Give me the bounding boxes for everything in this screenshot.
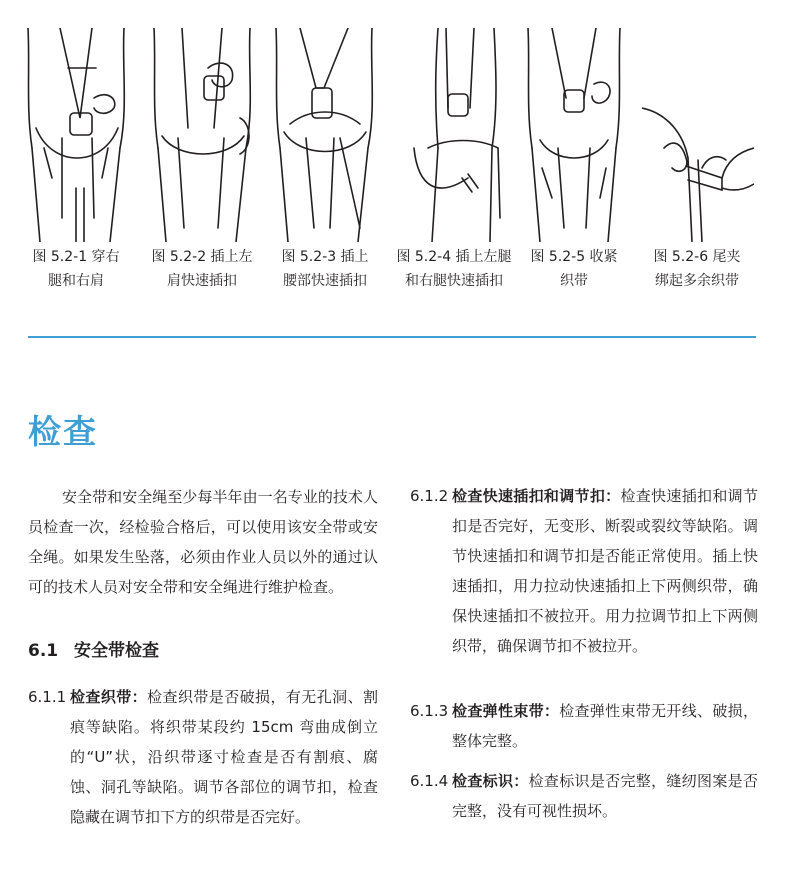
subsection-title: 安全带检查 [74, 641, 159, 661]
check-item [410, 481, 758, 661]
figure-caption [268, 245, 382, 293]
caption-line: 图 5.2-6 尾夹 [653, 249, 741, 265]
caption-line: 和右腿快速插扣 [405, 273, 503, 289]
caption-line: 图 5.2-2 插上左 [151, 249, 253, 265]
harness-figure-icon [270, 28, 378, 242]
caption-line: 图 5.2-4 插上左腿 [396, 249, 512, 265]
figure-caption [638, 245, 756, 293]
caption-line: 图 5.2-1 穿右 [32, 249, 120, 265]
intro-paragraph: 安全带和安全绳至少每半年由一名专业的技术人员检查一次，经检验合格后，可以使用该安全带或安全绳。如果发生坠落，必须由作业人员以外的通过认可的技术人员对安全带和安全绳进行维护检查。 [28, 488, 378, 596]
item-title: 检查标识： [452, 772, 529, 790]
figure-caption [140, 245, 264, 293]
item-number: 6.1.4 [410, 772, 449, 790]
harness-figure-icon [148, 28, 256, 242]
caption-line: 绑起多余织带 [655, 273, 739, 289]
item-text: 检查标识是否完整，缝纫图案是否完整，没有可视性损坏。 [452, 772, 758, 820]
figure-1 [22, 28, 130, 242]
caption-line: 腰部快速插扣 [283, 273, 367, 289]
caption-line: 腿和右肩 [48, 273, 104, 289]
figure-caption [522, 245, 626, 293]
item-number: 6.1.3 [410, 702, 449, 720]
figure-6 [642, 28, 754, 242]
caption-line: 肩快速插扣 [167, 273, 237, 289]
item-number: 6.1.1 [28, 688, 67, 706]
figure-caption [388, 245, 520, 293]
caption-line: 织带 [560, 273, 588, 289]
harness-figure-icon [522, 28, 626, 242]
section-title: 检查 [28, 412, 98, 451]
check-item [28, 682, 378, 832]
figure-2 [148, 28, 256, 242]
figure-3 [270, 28, 378, 242]
section-divider [28, 336, 756, 338]
item-title: 检查快速插扣和调节扣： [452, 487, 621, 505]
caption-line: 图 5.2-5 收紧 [530, 249, 618, 265]
item-title: 检查弹性束带： [452, 702, 560, 720]
harness-figure-icon [22, 28, 130, 242]
item-number: 6.1.2 [410, 487, 449, 505]
harness-figure-icon [398, 28, 510, 242]
item-title: 检查织带： [70, 688, 148, 706]
check-item [410, 696, 758, 756]
item-text: 检查弹性束带无开线、破损，整体完整。 [452, 702, 758, 750]
caption-line: 图 5.2-3 插上 [281, 249, 369, 265]
item-text: 检查快速插扣和调节扣是否完好，无变形、断裂或裂纹等缺陷。调节快速插扣和调节扣是否能正常使用。插上快速插扣，用力拉动快速插扣上下两侧织带，确保快速插扣不被拉开。用力拉调节扣上下两侧织带，确保调节扣不被拉开。 [452, 487, 758, 655]
check-item [410, 766, 758, 826]
item-text: 检查织带是否破损，有无孔洞、割痕等缺陷。将织带某段约 15cm 弯曲成倒立的“U”状，沿织带逐寸检查是否有割痕、腐蚀、洞孔等缺陷。调节各部位的调节扣，检查隐藏在调节扣下方的织带是否完好。 [70, 688, 378, 826]
subsection-heading [28, 636, 159, 666]
subsection-number: 6.1 [28, 641, 59, 661]
figure-5 [522, 28, 626, 242]
hands-webbing-icon [642, 28, 754, 242]
figure-caption [22, 245, 130, 293]
figure-4 [398, 28, 510, 242]
